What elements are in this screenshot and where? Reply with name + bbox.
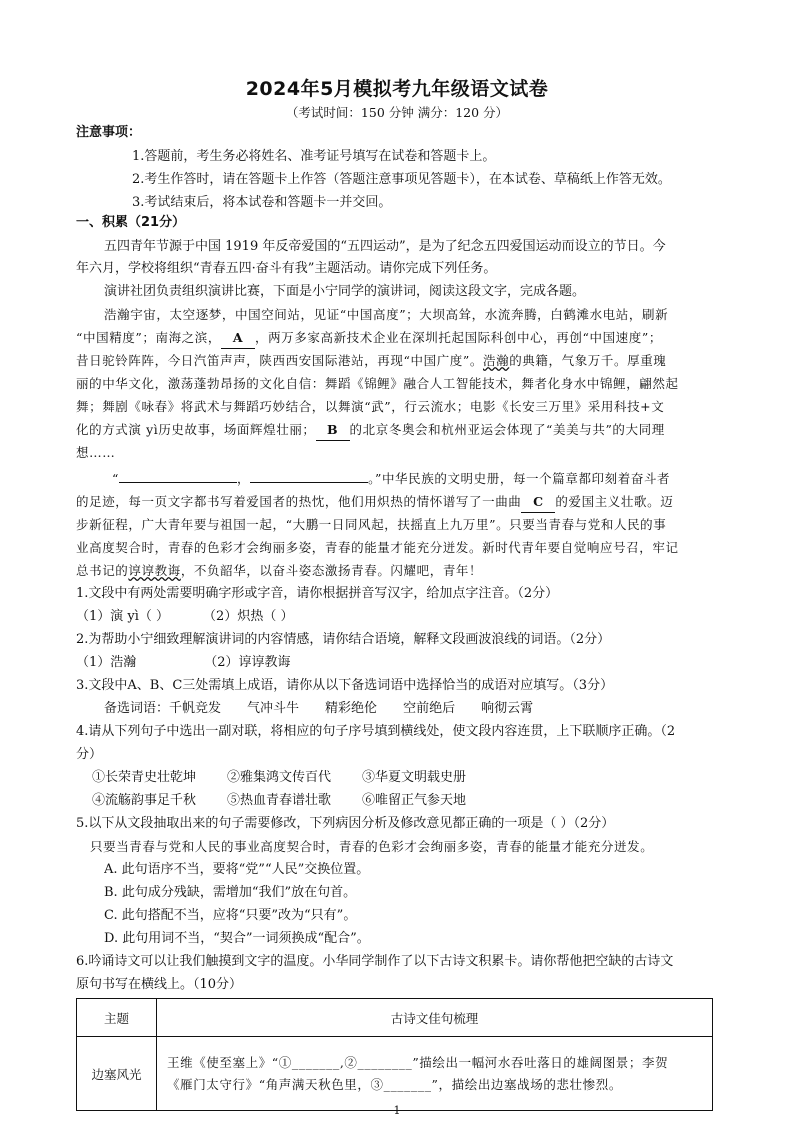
exam-title: 2024年5月模拟考九年级语文试卷 <box>245 78 549 100</box>
question-3-words: 备选词语：千帆竞发 气冲斗牛 精彩绝伦 空前绝后 响彻云霄 <box>104 701 534 716</box>
question-4-options-row-2 <box>92 791 712 811</box>
card-line-1: 王维《使至塞上》“①_______,②________”描绘出一幅河水吞吐落日的雄阔图景；李贺 <box>167 1054 669 1070</box>
speech-line-8: “ ， 。”中华民族的文明史册，每一个篇章都印刻着奋斗者 <box>112 471 671 486</box>
speech-line-1: 浩瀚宇宙，太空逐梦，中国空间站，见证“中国高度”；大坝高耸，水流奔腾，白鹤滩水电站，刷新 <box>104 307 669 322</box>
question-5-option-d: D. 此句用词不当，“契合”一词须换成“配合”。 <box>104 931 370 946</box>
speech-line-12: 总书记的谆谆教诲，不负韶华，以奋斗姿态激扬青春。闪耀吧，青年！ <box>76 563 483 578</box>
question-2-parts: （1）浩瀚 （2）谆谆教诲 <box>76 655 291 670</box>
question-1: 1.文段中有两处需要明确字形或字音，请你根据拼音写汉字，给加点字注音。（2分） <box>76 586 559 601</box>
blank-a: A <box>221 328 255 349</box>
couplet-option-3: ③华夏文明载史册 <box>362 770 467 785</box>
blank-c: C <box>521 492 555 513</box>
page-number: 1 <box>393 1104 401 1117</box>
blank-b: B <box>316 420 350 441</box>
table-cell-content <box>157 1037 713 1111</box>
table-header-topic: 主题 <box>77 999 157 1037</box>
speech-line-9: 的足迹，每一页文字都书写着爱国者的热忱，他们用炽热的情怀谱写了一曲曲 C 的爱国主义壮歌。迈 <box>76 492 726 513</box>
couplet-option-2: ②雅集鸿文传百代 <box>227 770 332 785</box>
card-line-2: 《雁门太守行》“角声满天秋色里，③_______”，描绘出边塞战场的悲壮惨烈。 <box>167 1076 622 1092</box>
question-1-parts: （1）演 yì（ ） （2）炽热（ ） <box>76 609 294 624</box>
exam-subtitle: （考试时间：150 分钟 满分：120 分） <box>285 105 509 120</box>
speech-line-10: 步新征程，广大青年要与祖国一起，“大鹏一日同风起，扶摇直上九万里”。只要当青春与党和人民的事 <box>76 517 667 532</box>
question-5: 5.以下从文段抽取出来的句子需要修改，下列病因分析及修改意见都正确的一项是（ ）（2分） <box>76 816 615 831</box>
question-5-option-c: C. 此句搭配不当，应将“只要”改为“只有”。 <box>104 908 357 923</box>
question-4: 4.请从下列句子中选出一副对联，将相应的句子序号填到横线处，使文段内容连贯，上下联顺序正确。（2 <box>76 724 676 739</box>
table-cell-topic: 边塞风光 <box>77 1037 157 1111</box>
question-3: 3.文段中A、B、C三处需填上成语，请你从以下备选词语中选择恰当的成语对应填写。（3分） <box>76 678 614 693</box>
notice-item-1: 1.答题前，考生务必将姓名、准考证号填写在试卷和答题卡上。 <box>132 149 496 164</box>
notice-item-3: 3.考试结束后，将本试卷和答题卡一并交回。 <box>132 195 392 210</box>
intro-line-1: 五四青年节源于中国 1919 年反帝爱国的“五四运动”，是为了纪念五四爱国运动而设立的节日。今 <box>104 239 666 254</box>
question-2: 2.为帮助小宁细致理解演讲词的内容情感，请你结合语境，解释文段画波浪线的词语。（2分） <box>76 632 611 647</box>
speech-line-4: 丽的中华文化，激荡蓬勃昂扬的文化自信：舞蹈《锦鲤》融合人工智能技术，舞者化身水中锦鲤，翩然起 <box>76 376 679 391</box>
poetry-card-table <box>76 998 713 1111</box>
speech-line-3: 昔日驼铃阵阵，今日汽笛声声，陕西西安国际港站，再现“中国广度”。浩瀚的典籍，气象万千。厚重瑰 <box>76 353 667 368</box>
speech-line-7: 想…… <box>76 445 116 460</box>
couplet-blank-2 <box>250 482 368 483</box>
couplet-option-6: ⑥唯留正气参天地 <box>362 793 467 808</box>
speech-line-5: 舞；舞剧《咏春》将武术与舞蹈巧妙结合，以舞演“武”，行云流水；电影《长安三万里》采用科技+文 <box>76 399 665 414</box>
speech-line-2: “中国精度”；南海之滨， A ，两万多家高新技术企业在深圳托起国际科创中心，再创“中国速度”； <box>76 328 726 349</box>
speech-line-11: 业高度契合时，青春的色彩才会绚丽多姿，青春的能量才能充分迸发。新时代青年要自觉响应号召，牢记 <box>76 540 679 555</box>
speech-line-6: 化的方式演 yì历史故事，场面辉煌壮丽； B 的北京冬奥会和杭州亚运会体现了“美美与共”的大同理 <box>76 420 726 441</box>
question-5-option-b: B. 此句成分残缺，需增加“我们”放在句首。 <box>104 885 357 900</box>
wavy-word-zhunzhun: 谆谆教诲 <box>128 563 181 578</box>
question-6-cont: 原句书写在横线上。（10分） <box>76 977 243 992</box>
question-6: 6.吟诵诗文可以让我们触摸到文字的温度。小华同学制作了以下古诗文积累卡。请你帮他把空缺的古诗文 <box>76 954 674 969</box>
question-5-option-a: A. 此句语序不当，要将“党”“人民”交换位置。 <box>104 862 370 877</box>
section-heading: 一、积累（21分） <box>76 215 186 230</box>
question-4-cont: 分） <box>76 747 103 762</box>
wavy-word-haohan: 浩瀚 <box>482 353 510 368</box>
question-4-options-row-1 <box>92 768 712 788</box>
couplet-blank-1 <box>119 482 237 483</box>
question-5-sentence: 只要当青春与党和人民的事业高度契合时，青春的色彩才会绚丽多姿，青春的能量才能充分迸发。 <box>90 839 654 854</box>
notice-item-2: 2.考生作答时，请在答题卡上作答（答题注意事项见答题卡），在本试卷、草稿纸上作答无效。 <box>132 172 671 187</box>
intro-line-3: 演讲社团负责组织演讲比赛，下面是小宁同学的演讲词，阅读这段文字，完成各题。 <box>104 284 586 299</box>
table-header-content: 古诗文佳句梳理 <box>157 999 713 1037</box>
notice-heading: 注意事项： <box>76 125 142 140</box>
couplet-option-5: ⑤热血青春谱壮歌 <box>227 793 332 808</box>
couplet-option-1: ①长荣青史壮乾坤 <box>92 770 197 785</box>
couplet-option-4: ④流觞韵事足千秋 <box>92 793 197 808</box>
intro-line-2: 年六月，学校将组织“青春五四·奋斗有我”主题活动。请你完成下列任务。 <box>76 261 497 276</box>
